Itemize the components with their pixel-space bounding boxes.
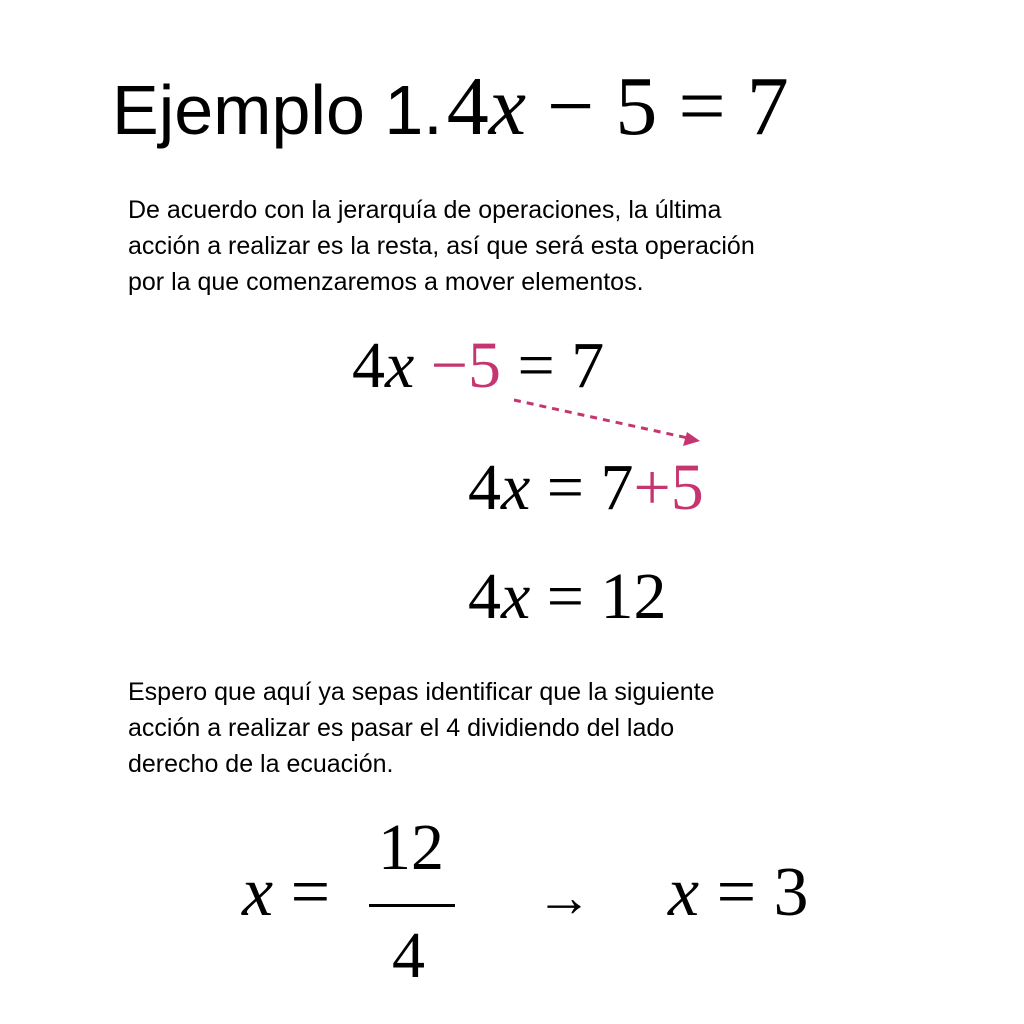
step3-rest: = 12 [530,560,667,633]
equation-step-3 [468,560,667,633]
title-word: Ejemplo 1. [112,71,443,149]
step2-highlight-term: +5 [633,451,704,524]
step2-rest: = 7 [530,451,634,524]
fraction-denominator: 4 [392,919,425,992]
paragraph-line: por la que comenzaremos a mover elementos. [128,268,644,296]
step2-coef: 4 [468,451,501,524]
title-eq-coef: 4 [446,60,489,153]
final-right-var: x [668,854,700,931]
final-left-var: x [242,854,274,931]
equation-step-2 [468,451,704,524]
final-left-equals: = [273,854,331,931]
step3-coef: 4 [468,560,501,633]
title-eq-var: x [488,60,527,153]
fraction-numerator: 12 [378,811,444,884]
final-right-rest: = 3 [699,854,809,931]
step1-var: x [385,329,415,402]
paragraph-line: Espero que aquí ya sepas identificar que la siguiente [128,678,715,706]
paragraph-line: derecho de la ecuación. [128,750,394,778]
step2-var: x [501,451,531,524]
title-eq-rest: − 5 = 7 [526,60,789,153]
final-result [668,854,809,931]
paragraph-line: De acuerdo con la jerarquía de operaciones, la última [128,196,722,224]
step1-rest: = 7 [501,329,605,402]
step3-var: x [501,560,531,633]
paragraph-line: acción a realizar es la resta, así que será esta operación [128,232,755,260]
step1-highlight-term: −5 [430,329,502,402]
fraction-bar [369,904,455,907]
final-left-side [242,854,331,931]
right-arrow-icon: → [536,867,592,929]
explanation-paragraph-2 [128,674,715,782]
step1-coef: 4 [352,329,385,402]
paragraph-line: acción a realizar es pasar el 4 dividiendo del lado [128,714,675,742]
